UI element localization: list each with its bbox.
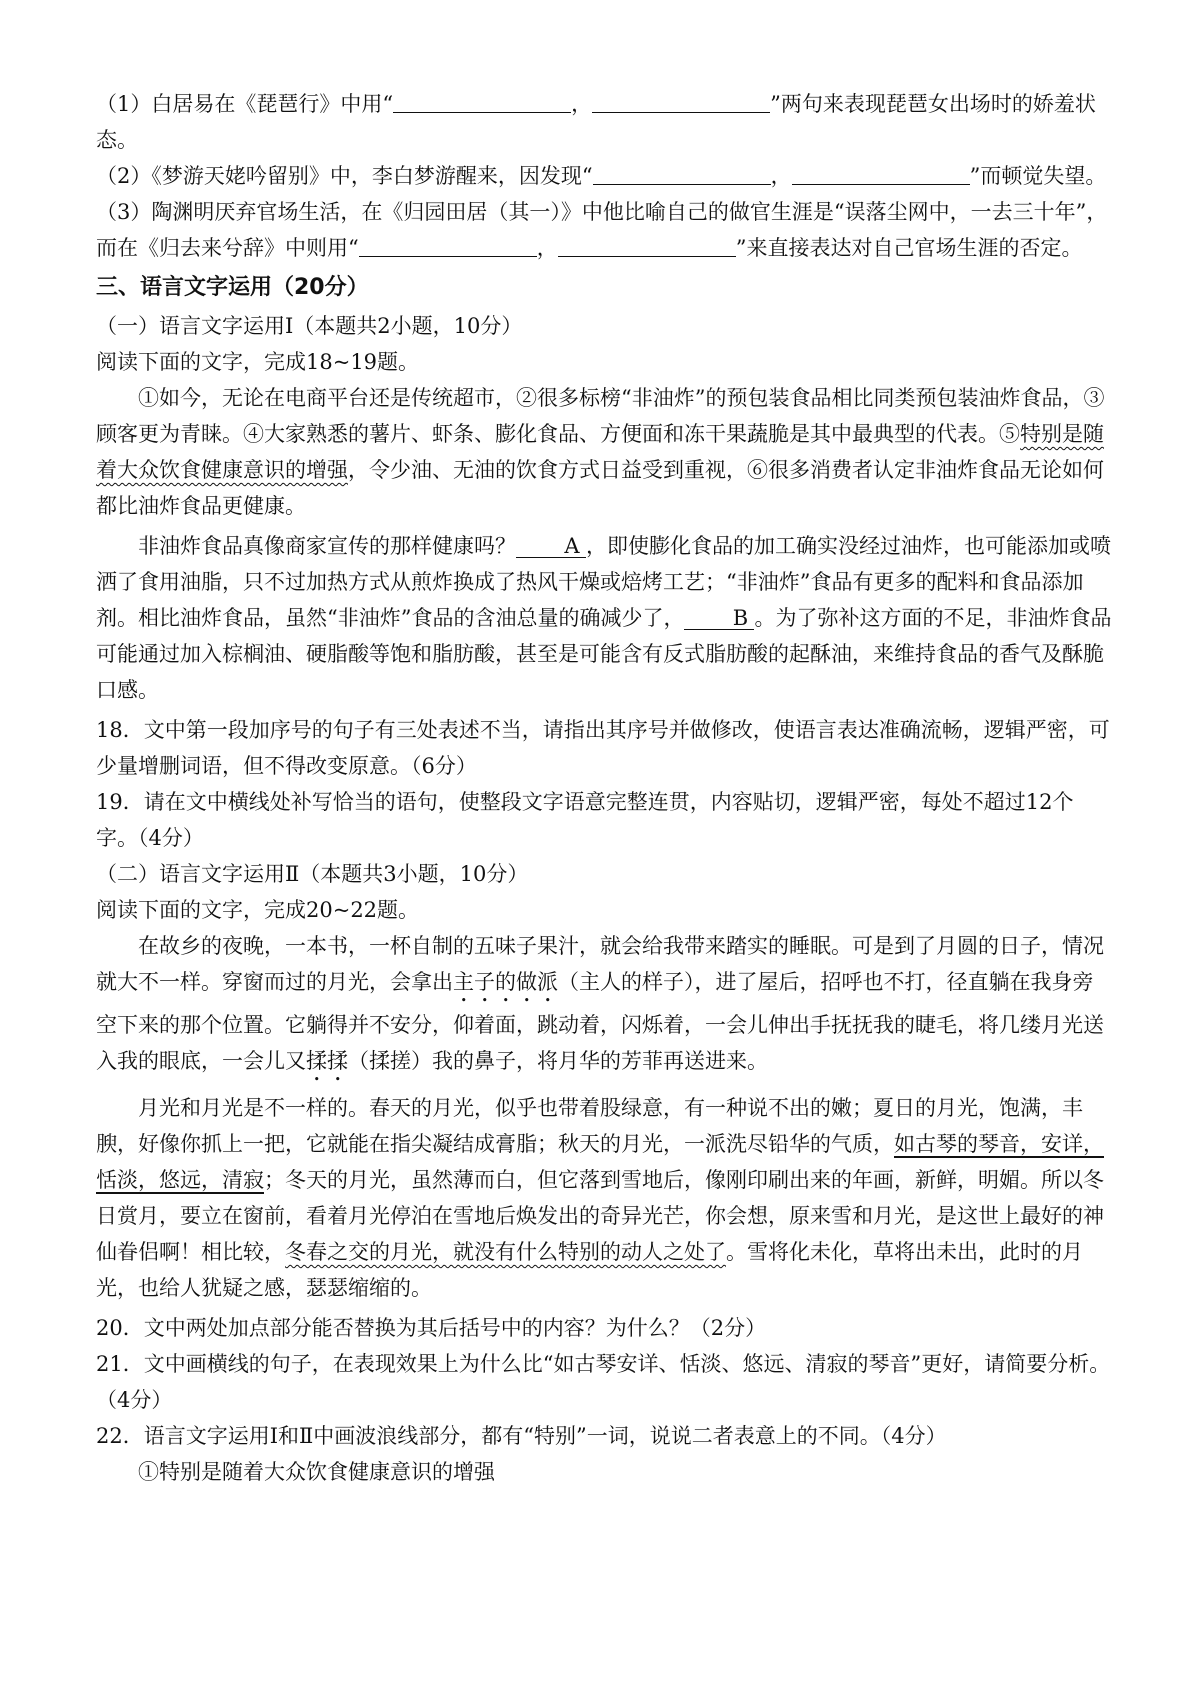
- wavy-underlined-text: 冬春之交的月光，就没有什么特别的动人之处了: [285, 1240, 726, 1264]
- text-run: （揉搓）我的鼻子，将月华的芳菲再送进来。: [348, 1049, 768, 1073]
- wavy-underlined-text: 特别是随着大众饮食健康意识的增强: [96, 422, 1104, 482]
- part1-instruction: 阅读下面的文字，完成18~19题。: [96, 350, 420, 374]
- text-run: 在故乡的夜晚，一本书，一杯自制的五味子果汁，就会给我带来踏实的睡眠。可是到了月圆的日子，情况就大不一样。穿窗而过的月光，会拿出: [96, 934, 1104, 994]
- question-22-item1: ①特别是随着大众饮食健康意识的增强: [138, 1460, 495, 1484]
- answer-blank[interactable]: [592, 92, 770, 113]
- dotted-text: 主子的做派: [453, 970, 558, 994]
- question-17-3-line2: [96, 230, 1114, 266]
- q17-3-suffix: ”来直接表达对自己官场生涯的否定。: [735, 236, 1083, 260]
- text-run: 月光和月光是不一样的。春天的月光，似乎也带着股绿意，有一种说不出的嫩；夏日的月光，饱满，丰腴，好像你抓上一把，它就能在指尖凝结成膏脂；秋天的月光，一派洗尽铅华的气质，: [96, 1096, 1083, 1156]
- gap-a[interactable]: A: [516, 535, 586, 558]
- passage1-paragraph2: [96, 528, 1114, 708]
- exam-page: [96, 86, 1114, 1490]
- answer-blank[interactable]: [359, 236, 537, 257]
- q17-2-prefix: （2）《梦游天姥吟留别》中，李白梦游醒来，因发现“: [96, 164, 593, 188]
- gap-b[interactable]: B: [684, 607, 754, 630]
- answer-blank[interactable]: [792, 164, 970, 185]
- passage2-paragraph1: [96, 928, 1114, 1086]
- q17-3-prefix: 而在《归去来兮辞》中则用“: [96, 236, 359, 260]
- section-title: 三、语言文字运用（20分）: [96, 275, 369, 300]
- text-run: ；冬天的月光，虽然薄而白，但它落到雪地后，像刚印刷出来的年画，新鲜，明媚。所以冬日赏月，要立在窗前，看着月光停泊在雪地后焕发出的奇异光芒，你会想，原来雪和月光，是这世上最好的神仙眷侣啊！相比较，: [96, 1168, 1104, 1264]
- text-run: （主人的样子），进了屋后，招呼也不打，径直躺在我身旁空下来的那个位置。它躺得并不安分，仰着面，跳动着，闪烁着，一会儿伸出手抚抚我的睫毛，将几缕月光送入我的眼底，一会儿又: [96, 970, 1104, 1073]
- answer-blank[interactable]: [593, 164, 771, 185]
- question-20: 20．文中两处加点部分能否替换为其后括号中的内容？为什么？（2分）: [96, 1316, 767, 1340]
- question-17-1: [96, 86, 1114, 122]
- question-19: 19．请在文中横线处补写恰当的语句，使整段文字语意完整连贯，内容贴切，逻辑严密，每处不超过12个字。（4分）: [96, 790, 1074, 850]
- text-run: 。雪将化未化，草将出未出，此时的月光，也给人犹疑之感，瑟瑟缩缩的。: [96, 1240, 1083, 1300]
- q17-2-suffix: ”而顿觉失望。: [969, 164, 1107, 188]
- question-18: 18．文中第一段加序号的句子有三处表述不当，请指出其序号并做修改，使语言表达准确流畅，逻辑严密，可少量增删词语，但不得改变原意。（6分）: [96, 718, 1110, 778]
- q17-1-prefix: （1）白居易在《琵琶行》中用“: [96, 92, 394, 116]
- passage1-paragraph1: [96, 380, 1114, 524]
- dotted-text: 揉揉: [306, 1049, 348, 1073]
- question-17-2: [96, 158, 1114, 194]
- question-21: 21．文中画横线的句子，在表现效果上为什么比“如古琴安详、恬淡、悠远、清寂的琴音”更好，请简要分析。（4分）: [96, 1352, 1111, 1412]
- comma: ，: [536, 236, 558, 260]
- question-17-1-cont: 态。: [96, 128, 138, 152]
- underlined-text: 如古琴的琴音，安详，恬淡，悠远，清寂: [96, 1132, 1104, 1192]
- text-run: 。为了弥补这方面的不足，非油炸食品可能通过加入棕榈油、硬脂酸等饱和脂肪酸，甚至是可能含有反式脂肪酸的起酥油，来维持食品的香气及酥脆口感。: [96, 606, 1112, 702]
- text-run: ，即使膨化食品的加工确实没经过油炸，也可能添加或喷洒了食用油脂，只不过加热方式从煎炸换成了热风干燥或焙烤工艺；“非油炸”食品有更多的配料和食品添加剂。相比油炸食品，虽然“非油炸”食品的含油总量的确减少了，: [96, 534, 1111, 630]
- comma: ，: [571, 92, 593, 116]
- comma: ，: [770, 164, 792, 188]
- text-run: 非油炸食品真像商家宣传的那样健康吗？: [138, 534, 516, 558]
- question-22: 22．语言文字运用Ⅰ和Ⅱ中画波浪线部分，都有“特别”一词，说说二者表意上的不同。（4分）: [96, 1424, 947, 1448]
- q17-1-suffix: ”两句来表现琵琶女出场时的娇羞状: [770, 92, 1096, 116]
- passage2-paragraph2: [96, 1090, 1114, 1306]
- question-17-3-line1: （3）陶渊明厌弃官场生活，在《归园田居（其一）》中他比喻自己的做官生涯是“误落尘网中，一去三十年”，: [96, 200, 1108, 224]
- part1-title: （一）语言文字运用Ⅰ（本题共2小题，10分）: [96, 314, 523, 338]
- answer-blank[interactable]: [558, 236, 736, 257]
- text-run: ，令少油、无油的饮食方式日益受到重视，⑥很多消费者认定非油炸食品无论如何都比油炸食品更健康。: [96, 458, 1104, 518]
- part2-title: （二）语言文字运用Ⅱ（本题共3小题，10分）: [96, 862, 529, 886]
- answer-blank[interactable]: [393, 92, 571, 113]
- text-run: ①如今，无论在电商平台还是传统超市，②很多标榜“非油炸”的预包装食品相比同类预包装油炸食品，③顾客更为青睐。④大家熟悉的薯片、虾条、膨化食品、方便面和冻干果蔬脆是其中最典型的代表。⑤: [96, 386, 1105, 446]
- part2-instruction: 阅读下面的文字，完成20~22题。: [96, 898, 420, 922]
